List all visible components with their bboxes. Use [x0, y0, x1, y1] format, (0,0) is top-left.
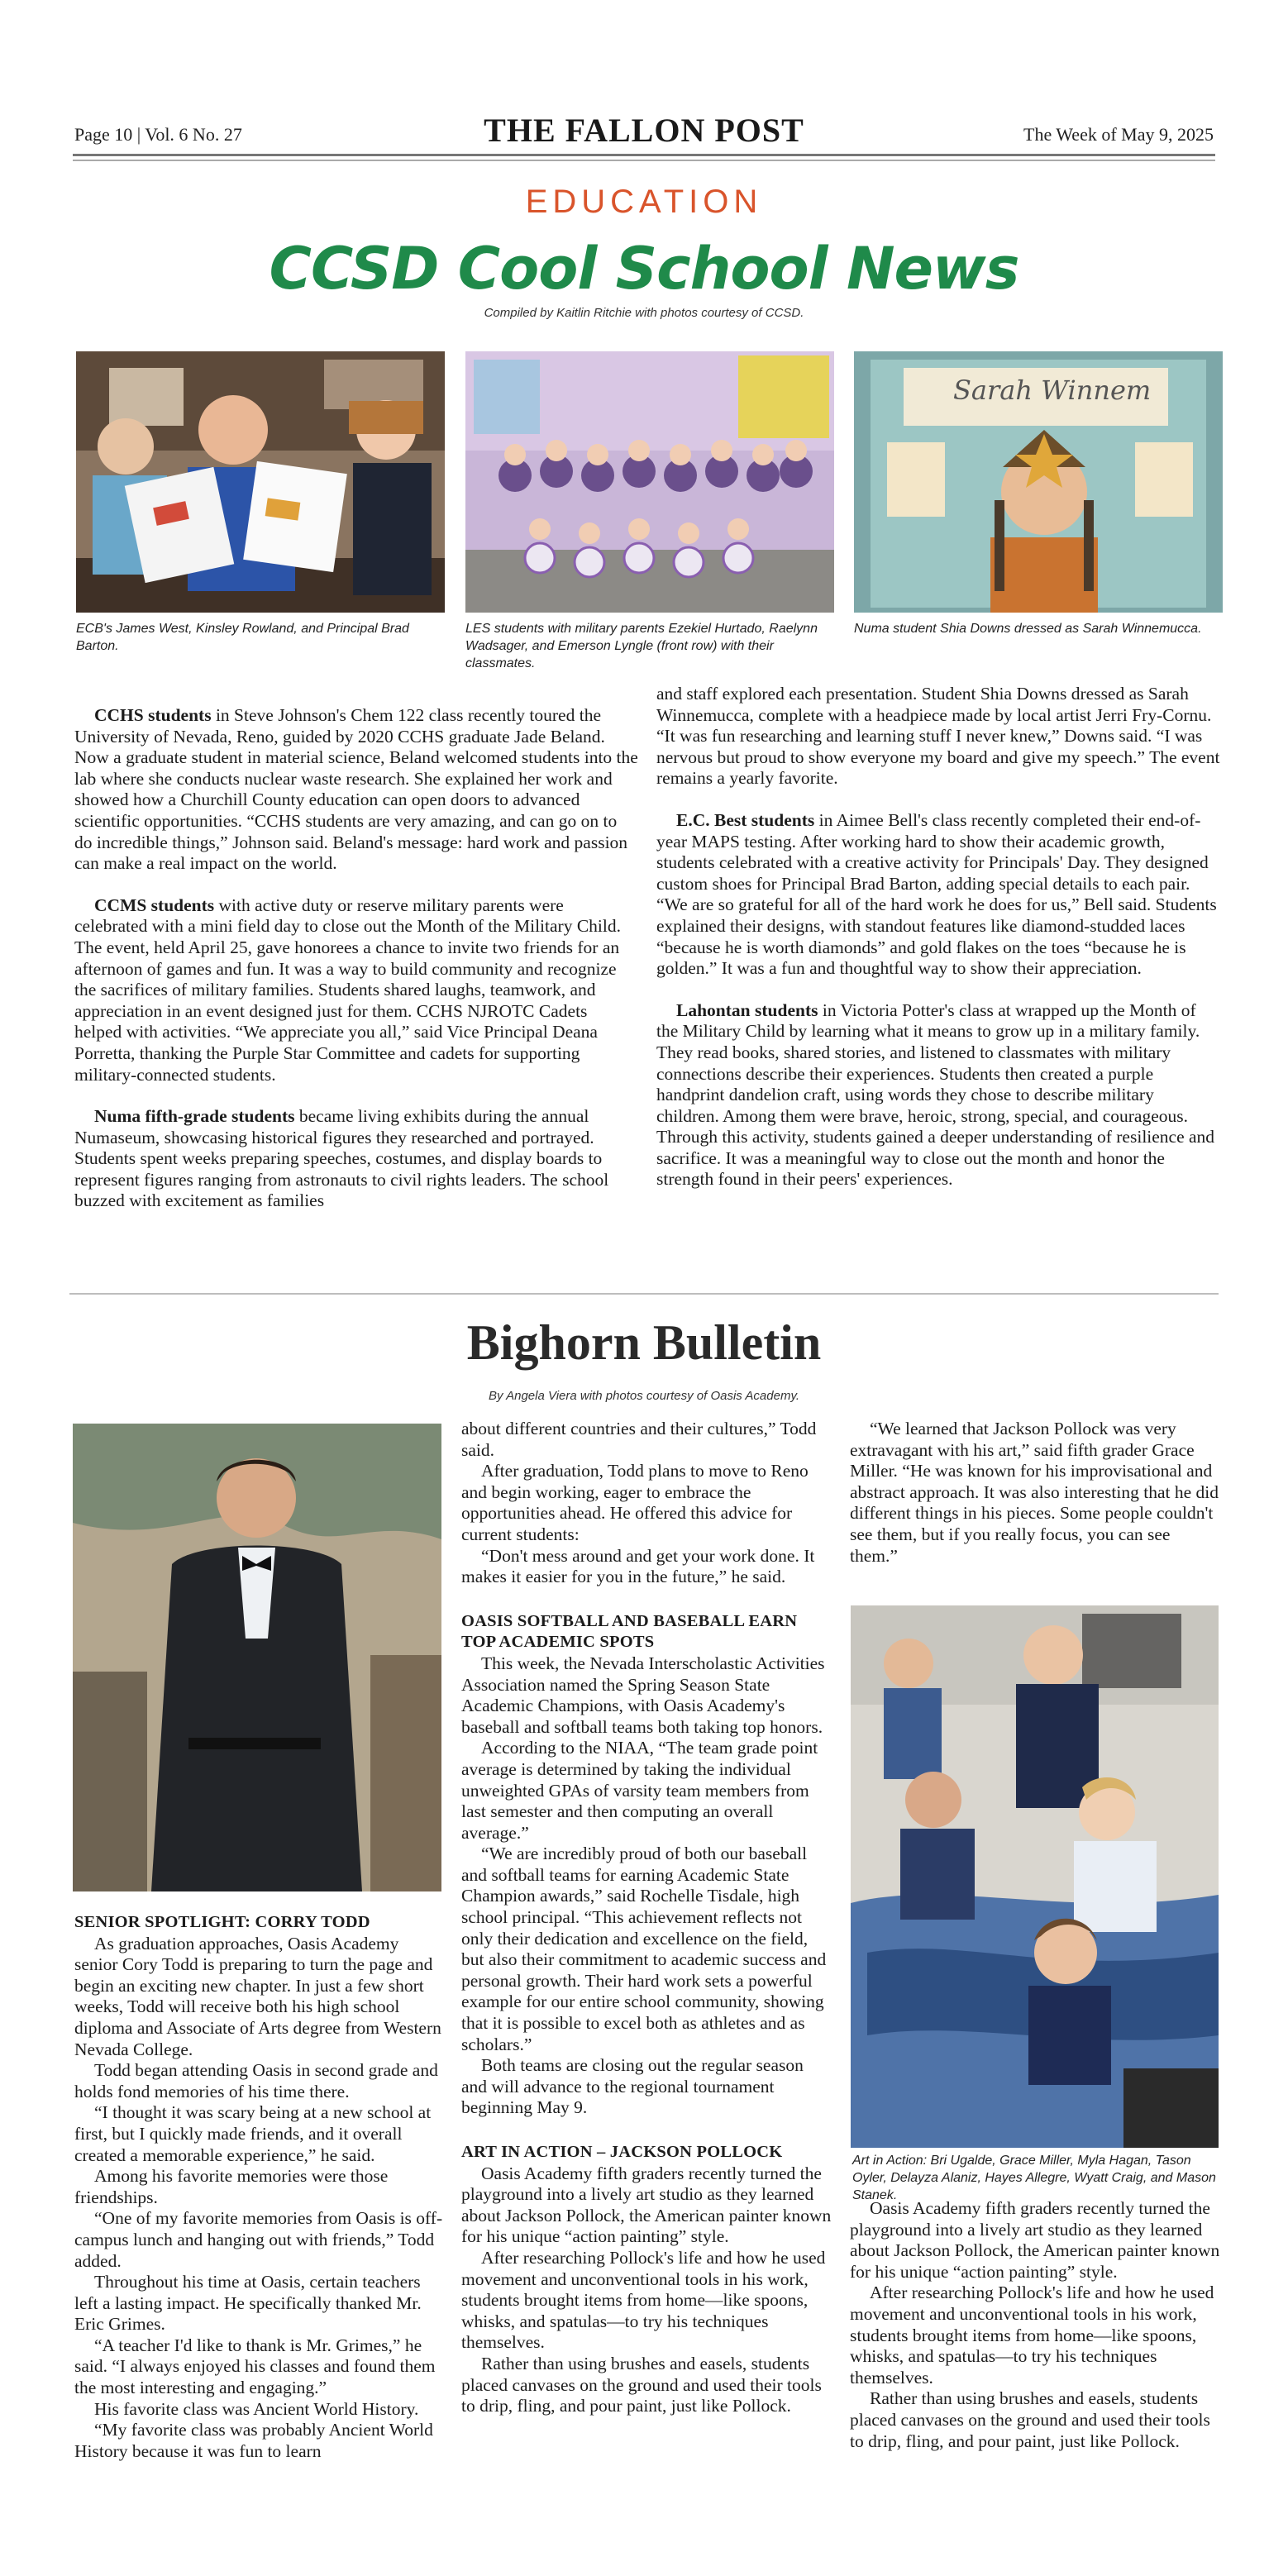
section-divider [69, 1293, 1219, 1295]
lahontan-paragraph [656, 1000, 1220, 1190]
ecb-photo-caption: ECB's James West, Kinsley Rowland, and Principal Brad Barton. [76, 622, 409, 653]
ecb-photo [76, 351, 445, 613]
section-title: CCSD Cool School News [269, 235, 1019, 303]
spotlight-column [74, 1912, 443, 2462]
spotlight-paragraph: “I thought it was scary being at a new school at first, but I quickly made friends, and it overall created a memorable experience,” he said. [74, 2102, 432, 2165]
spotlight-paragraph: “One of my favorite memories from Oasis is off-campus lunch and hanging out with friends,” Todd added. [74, 2208, 443, 2271]
softball-paragraph: According to the NIAA, “The team grade point average is determined by taking the individual unweighted GPAs of varsity team members from last semester and then computing an overall average.” [461, 1738, 818, 1843]
issue-date: The Week of May 9, 2025 [1023, 124, 1214, 145]
art-paragraph: Rather than using brushes and easels, students placed canvases on the ground and used their tools to drip, fling, and pour paint, just like Pollock. [461, 2353, 822, 2416]
masthead-rule [73, 154, 1215, 161]
softball-paragraph: This week, the Nevada Interscholastic Activities Association named the Spring Season State Academic Champions, with Oasis Academy's baseball and softball teams both taking top honors. [461, 1653, 825, 1737]
art-quote: “We learned that Jackson Pollock was very extravagant with his art,” said fifth grader Grace Miller. “He was known for his improvisational and abstract approach. It was also interesting that he did different things in his pieces. Some people couldn't see them, but if you really focus, you can see them.” [850, 1419, 1219, 1566]
numa-continued: and staff explored each presentation. Student Shia Downs dressed as Sarah Winnemucca, complete with a headpiece made by local artist Jerri Fry-Cornu. “It was fun researching and learning stuff I never knew,” Downs said. “I was nervous but proud to show everyone my board and give my speech.” The event remains a yearly favorite. [656, 684, 1220, 789]
bulletin-right-column [850, 1419, 1222, 1567]
cool-news-left-column [74, 705, 638, 1233]
page-volume-info: Page 10 | Vol. 6 No. 27 [74, 124, 242, 145]
spotlight-paragraph: Todd began attending Oasis in second grade and holds fond memories of his time there. [74, 2060, 438, 2101]
spotlight-paragraph: His favorite class was Ancient World History. [94, 2398, 419, 2419]
numa-paragraph [74, 1106, 638, 1212]
art-photo-illustration [851, 1605, 1219, 2148]
bulletin-title: Bighorn Bulletin [466, 1315, 822, 1370]
bulletin-right-lower [850, 2198, 1222, 2452]
corry-todd-photo [73, 1424, 441, 1891]
ecb-text: in Aimee Bell's class recently completed their end-of-year MAPS testing. After working hard to show their academic growth, students celebrated with a creative activity for Principals' Day. They designed custom shoes for Principal Brad Barton, adding special details to each pair. “We are so grateful for all of the hard work he does for us,” Bell said. Students explained their designs, with standout features like diamond-studded laces “because he is worth diamonds” and gold flakes on the toes “because he is golden.” It was a fun and thoughtful way to show their appreciation. [656, 809, 1217, 979]
spotlight-continued: After graduation, Todd plans to move to Reno and begin working, eager to embrace the opportunities ahead. He offered this advice for current students: [461, 1461, 809, 1544]
ecb-paragraph [656, 810, 1220, 980]
cool-news-right-column [656, 684, 1220, 1211]
ecb-photo-illustration [76, 351, 445, 613]
section-label: EDUCATION [525, 184, 763, 220]
ccms-text: with active duty or reserve military parents were celebrated with a mini field day to close out the Month of the Military Child. The event, held April 25, gave honorees a chance to invite two friends for an afternoon of games and fun. It was a way to build community and recognize the sacrifices of military families. Students shared laughs, teamwork, and appreciation in an event designed just for them. CCHS NJROTC Cadets helped with activities. “We appreciate you all,” said Vice Principal Deana Porretta, thanking the Purple Star Committee and cadets for supporting military-connected students. [74, 894, 621, 1085]
spotlight-continued: “Don't mess around and get your work done. It makes it easier for you in the future,” he said. [461, 1545, 815, 1587]
softball-paragraph: Both teams are closing out the regular season and will advance to the regional tournament beginning May 9. [461, 2055, 804, 2118]
portrait-illustration [73, 1424, 441, 1891]
cchs-text: in Steve Johnson's Chem 122 class recently toured the University of Nevada, Reno, guided by 2020 CCHS graduate Jade Beland. Now a graduate student in material science, Beland welcomed students into the lab where she conducts nuclear waste research. She explained her work and showed how a Churchill County education can open doors to advanced scientific opportunities. “CCHS students are very amazing, and can go on to do incredible things,” Johnson said. Beland's message: hard work and passion can make a real impact on the world. [74, 705, 638, 874]
ecb-lead: E.C. Best students [676, 809, 815, 830]
bulletin-byline: By Angela Viera with photos courtesy of Oasis Academy. [488, 1389, 800, 1403]
softball-paragraph: “We are incredibly proud of both our baseball and softball teams for earning Academic State Champion awards,” said Rochelle Tisdale, high school principal. “This achievement reflects not only their dedication and excellence on the field, but also their commitment to academic success and personal growth. Their hard work sets a powerful example for our entire school community, showing that it is possible to excel both as athletes and as scholars.” [461, 1844, 827, 2054]
cchs-lead: CCHS students [94, 705, 212, 725]
art-paragraph: Rather than using brushes and easels, students placed canvases on the ground and used their tools to drip, fling, and pour paint, just like Pollock. [850, 2388, 1210, 2451]
board-sign-text: Sarah Winnem [953, 374, 1152, 406]
lahontan-lead: Lahontan students [676, 999, 818, 1020]
ccms-paragraph [74, 895, 638, 1085]
spotlight-paragraph: “A teacher I'd like to thank is Mr. Grimes,” he said. “I always enjoyed his classes and found them the most interesting and engaging.” [74, 2335, 436, 2398]
les-photo-illustration [465, 351, 834, 613]
spotlight-continued: about different countries and their cultures,” Todd said. [461, 1419, 817, 1460]
newspaper-title: THE FALLON POST [484, 112, 804, 149]
cchs-paragraph [74, 705, 638, 875]
art-photo-caption: Art in Action: Bri Ugalde, Grace Miller, Myla Hagan, Tason Oyler, Delayza Alaniz, Hayes Allegre, Wyatt Craig, and Mason Stanek. [852, 2154, 1216, 2202]
spotlight-headline: SENIOR SPOTLIGHT: CORRY TODD [74, 1913, 370, 1931]
les-photo-caption: LES students with military parents Ezekiel Hurtado, Raelynn Wadsager, and Emerson Lyngle (front row) with their classmates. [465, 622, 818, 670]
art-in-action-photo [851, 1605, 1219, 2148]
art-headline: ART IN ACTION – JACKSON POLLOCK [461, 2143, 783, 2161]
les-photo [465, 351, 834, 613]
art-paragraph: Oasis Academy fifth graders recently turned the playground into a lively art studio as they learned about Jackson Pollock, the American painter known for his unique “action painting” style. [461, 2163, 832, 2247]
art-paragraph: Oasis Academy fifth graders recently turned the playground into a lively art studio as they learned about Jackson Pollock, the American painter known for his unique “action painting” style. [850, 2198, 1220, 2282]
spotlight-paragraph: Among his favorite memories were those friendships. [74, 2166, 389, 2207]
numa-lead: Numa fifth-grade students [94, 1106, 295, 1127]
art-paragraph: After researching Pollock's life and how he used movement and unconventional tools in his work, students brought items from home—like spoons, whisks, and spatulas—to try his techniques themselves. [850, 2283, 1214, 2388]
section-byline: Compiled by Kaitlin Ritchie with photos courtesy of CCSD. [484, 306, 804, 320]
numa-photo-caption: Numa student Shia Downs dressed as Sarah Winnemucca. [854, 622, 1202, 636]
spotlight-paragraph: “My favorite class was probably Ancient World History because it was fun to learn [74, 2420, 433, 2461]
spotlight-paragraph: Throughout his time at Oasis, certain teachers left a lasting impact. He specifically thanked Mr. Eric Grimes. [74, 2272, 422, 2335]
bulletin-middle-column [461, 1419, 833, 2417]
ccms-lead: CCMS students [94, 894, 215, 915]
softball-headline: OASIS SOFTBALL AND BASEBALL EARN TOP ACADEMIC SPOTS [461, 1611, 798, 1652]
art-paragraph: After researching Pollock's life and how he used movement and unconventional tools in his work, students brought items from home—like spoons, whisks, and spatulas—to try his techniques themselves. [461, 2247, 826, 2353]
numa-text: became living exhibits during the annual Numaseum, showcasing historical figures they researched and portrayed. Students spent weeks preparing speeches, costumes, and display boards to represent figures ranging from astronauts to civil rights leaders. The school buzzed with excitement as families [74, 1106, 609, 1211]
spotlight-paragraph: As graduation approaches, Oasis Academy senior Cory Todd is preparing to turn the page and begin an exciting new chapter. In just a few short weeks, Todd will receive both his high school diploma and Associate of Arts degree from Western Nevada College. [74, 1933, 441, 2059]
numa-photo [854, 351, 1223, 613]
numa-photo-illustration [854, 351, 1223, 613]
lahontan-text: in Victoria Potter's class at wrapped up the Month of the Military Child by learning what it means to grow up in a military family. They read books, shared stories, and listened to classmates with military connections describe their experiences. Students then created a purple handprint dandelion craft, using words they chose to describe military children. Among them were brave, heroic, strong, special, and courageous. Through this activity, students gained a deeper understanding of resilience and sacrifice. It was a meaningful way to close out the month and honor the strength found in their peers' experiences. [656, 999, 1215, 1190]
